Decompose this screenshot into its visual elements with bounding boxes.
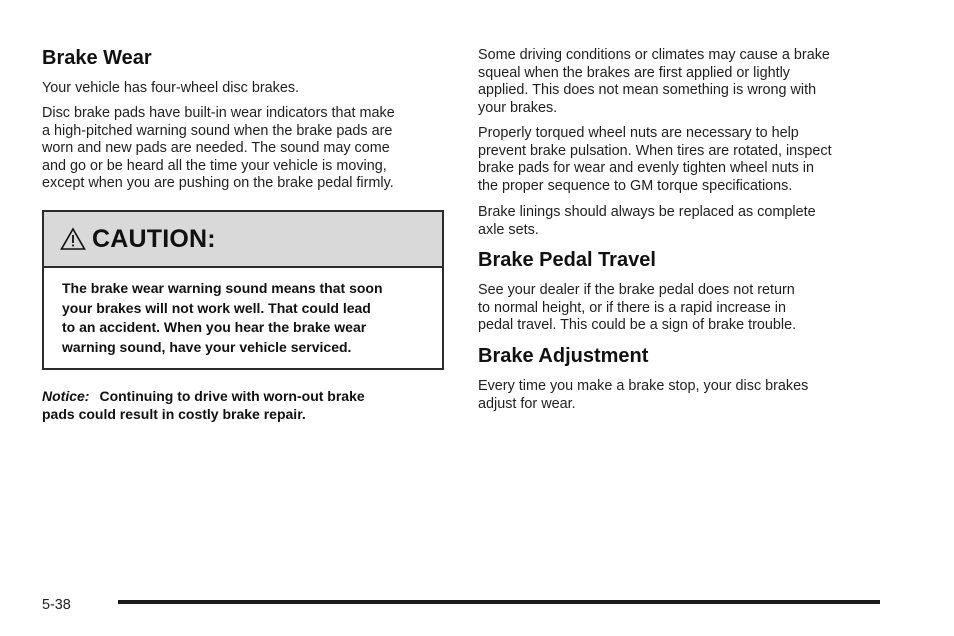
text-line: Some driving conditions or climates may cause a brake	[478, 47, 830, 63]
caution-header	[44, 212, 442, 268]
text-line: brake pads for wear and evenly tighten wheel nuts in	[478, 160, 814, 177]
text-line: squeal when the brakes are first applied or lightly	[478, 64, 790, 81]
notice-line-2: pads could result in costly brake repair.	[42, 406, 306, 422]
warning-triangle-icon	[60, 227, 86, 251]
text-line: your brakes.	[478, 99, 558, 116]
brake-adjustment-heading: Brake Adjustment	[478, 345, 649, 367]
text-line: Properly torqued wheel nuts are necessary to help	[478, 125, 799, 141]
text-line: adjust for wear.	[478, 395, 576, 412]
text-line: the proper sequence to GM torque specifications.	[478, 177, 793, 194]
caution-title: CAUTION:	[92, 224, 216, 253]
text-line: except when you are pushing on the brake pedal firmly.	[42, 175, 394, 192]
brake-wear-intro: Your vehicle has four-wheel disc brakes.	[42, 80, 300, 96]
text-line: prevent brake pulsation. When tires are rotated, inspect	[478, 142, 832, 159]
caution-box	[42, 210, 444, 370]
notice-label: Notice:	[42, 388, 90, 404]
notice-block	[42, 387, 444, 423]
text-line: warning sound, have your vehicle serviced.	[62, 338, 352, 355]
brake-linings-paragraph	[478, 204, 878, 239]
text-line: Disc brake pads have built-in wear indicators that make	[42, 105, 395, 121]
text-line: worn and new pads are needed. The sound may come	[42, 140, 390, 157]
footer-rule	[118, 600, 880, 604]
notice-line-1	[42, 387, 444, 405]
brake-wear-indicators-paragraph	[42, 105, 444, 193]
notice-text: Continuing to drive with worn-out brake	[99, 388, 365, 404]
text-line: See your dealer if the brake pedal does not return	[478, 282, 795, 298]
text-line: The brake wear warning sound means that soon	[62, 280, 383, 296]
brake-wear-heading: Brake Wear	[42, 47, 152, 69]
text-line: applied. This does not mean something is wrong with	[478, 82, 817, 99]
brake-squeal-paragraph	[478, 47, 878, 117]
page-number: 5-38	[42, 597, 71, 613]
text-line: to normal height, or if there is a rapid increase in	[478, 299, 786, 316]
wheel-nuts-paragraph	[478, 125, 878, 195]
text-line: pedal travel. This could be a sign of brake trouble.	[478, 317, 797, 334]
text-line: to an accident. When you hear the brake wear	[62, 319, 367, 335]
text-line: your brakes will not work well. That could lead	[62, 299, 371, 316]
text-line: Brake linings should always be replaced as complete	[478, 204, 816, 220]
brake-adjustment-paragraph	[478, 378, 878, 413]
brake-pedal-travel-heading: Brake Pedal Travel	[478, 249, 656, 271]
text-line: a high-pitched warning sound when the brake pads are	[42, 122, 393, 139]
text-line: Every time you make a brake stop, your disc brakes	[478, 378, 809, 394]
text-line: axle sets.	[478, 221, 539, 238]
text-line: and go or be heard all the time your vehicle is moving,	[42, 157, 387, 174]
caution-body	[44, 268, 442, 357]
brake-pedal-travel-paragraph	[478, 282, 878, 335]
